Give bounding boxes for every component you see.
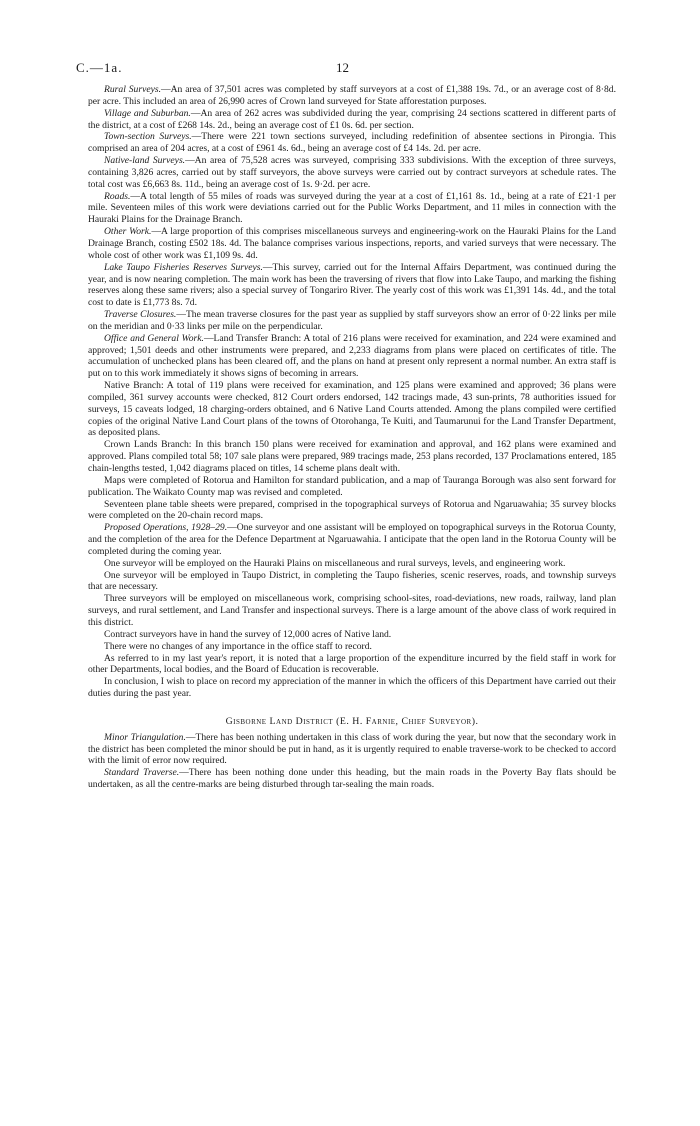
page-number: 12: [336, 60, 349, 75]
paragraph-office-general: Office and General Work.—Land Transfer Branch: A total of 216 plans were received for examination, and 224 were examined and approved; 1,501 deeds and other instruments were prepared, and 2,233 diagrams from plans were placed on certificates of title. The accumulation of unchecked plans has been cleared off, and the plans on hand at present only represent a normal number. An extra staff is put on to this work immediately it shows signs of becoming in arrears.: [88, 332, 616, 380]
paragraph-town-section: Town-section Surveys.—There were 221 town sections surveyed, including redefinition of absentee sections in Pirongia. This comprised an area of 204 acres, at a cost of £961 4s. 6d., being an average cost of £4 14s. 2d. per acre.: [88, 131, 616, 155]
section-heading-gisborne: Gisborne Land District (E. H. Farnie, Chief Surveyor).: [225, 715, 479, 727]
report-body: [88, 84, 616, 791]
paragraph-conclusion: In conclusion, I wish to place on record my appreciation of the manner in which the officers of this Department have carried out their duties during the past year.: [88, 676, 616, 700]
paragraph-village-suburban: Village and Suburban.—An area of 262 acres was subdivided during the year, comprising 24 sections scattered in different parts of the district, at a cost of £268 14s. 2d., being an average cost of £1 0s. 6d. per section.: [88, 107, 616, 131]
paragraph-office-staff: There were no changes of any importance in the office staff to record.: [104, 640, 372, 652]
paragraph-roads: Roads.—A total length of 55 miles of roads was surveyed during the year at a cost of £1,161 8s. 1d., being at a rate of £21·1 per mile. Seventeen miles of this work were deviations carried out for the Public Works Department, and 11 miles in connection with the Hauraki Plains for the Drainage Branch.: [88, 190, 616, 226]
paragraph-plane-table: Seventeen plane table sheets were prepared, comprised in the topographical surveys of Rotorua and Ngaruawahia; 35 survey blocks were completed on the 20-chain record maps.: [88, 498, 616, 522]
paragraph-rural-surveys: Rural Surveys.—An area of 37,501 acres was completed by staff surveyors at a cost of £1,388 19s. 7d., or an average cost of 8·8d. per acre. This included an area of 26,990 acres of Crown land surveyed for State afforestation purposes.: [88, 84, 616, 107]
paragraph-crown-lands: Crown Lands Branch: In this branch 150 plans were received for examination and approval, and 162 plans were examined and approved. Plans compiled total 58; 107 sale plans were prepared, 989 tracings made, 253 plans recorded, 137 Proclamations entered, 185 chain-lengths tested, 1,042 diagrams placed on titles, 14 scheme plans dealt with.: [88, 439, 616, 474]
paragraph-standard-traverse: Standard Traverse.—There has been nothing done under this heading, but the main roads in the Poverty Bay flats should be undertaken, as all the centre-marks are being disturbed through tar-sealing the main roads.: [88, 767, 616, 791]
paragraph-native-branch: Native Branch: A total of 119 plans were received for examination, and 125 plans were examined and approved; 36 plans were compiled, 361 survey accounts were checked, 812 Court orders endorsed, 142 tracings made, 43 sun-prints, 78 authorities issued for surveys, 15 caveats lodged, 18 charging-orders obtained, and 6 Native Land Courts attended. Among the plans compiled were certified copies of the original Native Land Court plans of the towns of Otorohanga, Te Kuiti, and Taumarunui for the Land Transfer Department, as deposited plans.: [88, 380, 616, 439]
paragraph-traverse-closures: Traverse Closures.—The mean traverse closures for the past year as supplied by staff surveyors show an error of 0·22 links per mile on the meridian and 0·33 links per mile on the perpendicular.: [88, 309, 616, 332]
paragraph-minor-triangulation: Minor Triangulation.—There has been nothing undertaken in this class of work during the year, but now that the secondary work in the district has been completed the minor should be put in hand, as it is urgently required to enable traverse-work to be checked to accord with the limit of error now required.: [88, 731, 617, 767]
report-code: C.—1a.: [76, 60, 123, 75]
paragraph-proposed-operations: Proposed Operations, 1928–29.—One surveyor and one assistant will be employed on topographical surveys in the Rotorua County, and the completion of the area for the Defence Department at Ngaruawahia. I anticipate that the open land in the Rotorua County will be completed during the coming year.: [88, 522, 616, 557]
paragraph-hauraki-surveyor: One surveyor will be employed on the Hauraki Plains on miscellaneous and rural surveys, levels, and engineering work.: [104, 557, 566, 569]
paragraph-native-land: Native-land Surveys.—An area of 75,528 acres was surveyed, comprising 333 subdivisions. With the exception of three surveys, containing 3,826 acres, carried out by staff surveyors, the above surveys were carried out by contract surveyors at schedule rates. The total cost was £6,663 8s. 11d., being an average cost of 1s. 9·2d. per acre.: [88, 155, 616, 190]
paragraph-expenditure: As referred to in my last year's report, it is noted that a large proportion of the expenditure incurred by the field staff in work for other Departments, local bodies, and the Board of Education is recoverable.: [88, 652, 616, 676]
paragraph-lake-taupo: Lake Taupo Fisheries Reserves Surveys.—This survey, carried out for the Internal Affairs Department, was continued during the year, and is now nearing completion. The main work has been the traversing of rivers that flow into Lake Taupo, and marking the fishing reserves along these same rivers; also a special survey of Tongariro River. The yearly cost of this work was £1,391 14s. 4d., and the total cost to date is £1,773 8s. 7d.: [88, 261, 616, 309]
paragraph-other-work: Other Work.—A large proportion of this comprises miscellaneous surveys and engineering-work on the Hauraki Plains for the Land Drainage Branch, costing £502 18s. 4d. The balance comprises various inspections, reports, and varied surveys that were necessary. The whole cost of other work was £1,109 9s. 4d.: [88, 226, 616, 261]
paragraph-maps: Maps were completed of Rotorua and Hamilton for standard publication, and a map of Tauranga Borough was also sent forward for publication. The Waikato County map was revised and completed.: [88, 474, 616, 498]
paragraph-taupo-surveyor: One surveyor will be employed in Taupo District, in completing the Taupo fisheries, scenic reserves, roads, and township surveys that are necessary.: [88, 569, 616, 593]
paragraph-contract-surveyors: Contract surveyors have in hand the survey of 12,000 acres of Native land.: [104, 628, 392, 640]
paragraph-three-surveyors: Three surveyors will be employed on miscellaneous work, comprising school-sites, road-deviations, new roads, railway, land plan surveys, and rural settlement, and Land Transfer and inspectional surveys. There is a large amount of the above class of work required in this district.: [88, 593, 616, 628]
